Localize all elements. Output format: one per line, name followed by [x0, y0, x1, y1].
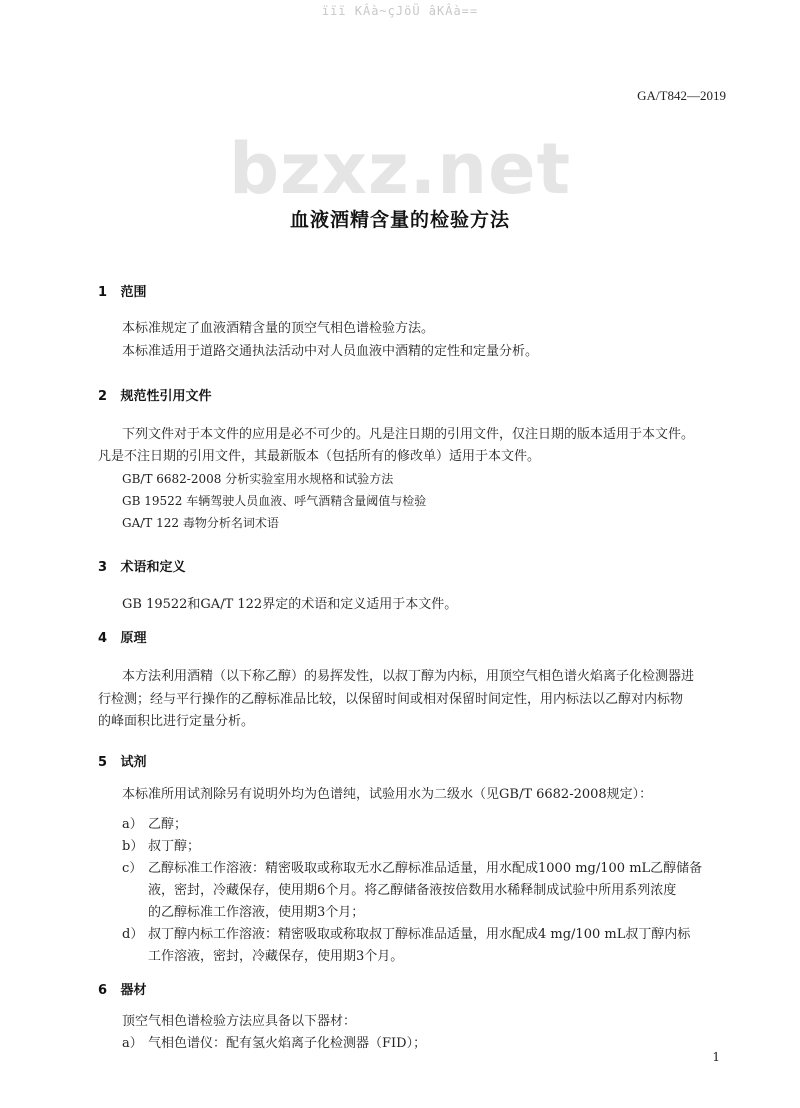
document-title: 血液酒精含量的检验方法 — [289, 209, 510, 231]
section-title: 器材 — [120, 983, 147, 998]
list-item — [122, 836, 200, 857]
section-number: 4 — [98, 631, 108, 646]
section-number: 1 — [98, 285, 108, 300]
list-text: 叔丁醇； — [148, 839, 201, 854]
list-text: 叔丁醇内标工作溶液：精密吸取或称取叔丁醇标准品适量，用水配成4 mg/100 mL叔丁醇内标 — [148, 927, 691, 942]
list-continuation: 液，密封，冷藏保存，使用期6个月。将乙醇储备液按倍数用水稀释制成试验中所用系列浓度 — [148, 883, 677, 898]
reference-item: GA/T 122 毒物分析名词术语 — [122, 516, 279, 530]
list-item — [122, 814, 187, 835]
list-label: d） — [122, 927, 144, 942]
section-title: 术语和定义 — [120, 560, 186, 575]
page-number: 1 — [712, 1050, 720, 1064]
paragraph-line: 凡是不注日期的引用文件，其最新版本（包括所有的修改单）适用于本文件。 — [98, 449, 541, 464]
section-number: 2 — [98, 389, 108, 404]
section-heading-principle — [98, 627, 147, 646]
section-number: 6 — [98, 983, 108, 998]
section-number: 3 — [98, 560, 108, 575]
paragraph-line: 本标准规定了血液酒精含量的顶空气相色谱检验方法。 — [122, 321, 435, 336]
paragraph-line: 本方法利用酒精（以下称乙醇）的易挥发性，以叔丁醇为内标，用顶空气相色谱火焰离子化检测器进 — [122, 669, 695, 684]
paragraph-line: 本标准所用试剂除另有说明外均为色谱纯，试验用水为二级水（见GB/T 6682-2008规定）： — [122, 787, 653, 802]
reference-item: GB/T 6682-2008 分析实验室用水规格和试验方法 — [122, 472, 394, 486]
section-heading-reagents — [98, 751, 147, 770]
section-heading-terms — [98, 556, 186, 575]
list-label: a） — [122, 1036, 143, 1051]
paragraph-line: 下列文件对于本文件的应用是必不可少的。凡是注日期的引用文件，仅注日期的版本适用于本文件。 — [122, 427, 695, 442]
paragraph-line: 本标准适用于道路交通执法活动中对人员血液中酒精的定性和定量分析。 — [122, 344, 539, 359]
reference-item: GB 19522 车辆驾驶人员血液、呼气酒精含量阈值与检验 — [122, 494, 427, 508]
section-title: 规范性引用文件 — [120, 389, 212, 404]
section-heading-scope — [98, 281, 147, 300]
list-text: 乙醇； — [148, 817, 188, 832]
section-heading-normative-references — [98, 385, 212, 404]
list-item — [122, 858, 702, 879]
list-item — [122, 1033, 426, 1054]
list-item — [122, 924, 690, 945]
list-continuation: 工作溶液，密封，冷藏保存，使用期3个月。 — [148, 949, 404, 964]
section-heading-apparatus — [98, 979, 147, 998]
list-text: 气相色谱仪：配有氢火焰离子化检测器（FID）； — [148, 1036, 427, 1051]
paragraph-line: GB 19522和GA/T 122界定的术语和定义适用于本文件。 — [122, 597, 458, 612]
section-number: 5 — [98, 755, 108, 770]
paragraph-line: 顶空气相色谱检验方法应具备以下器材： — [122, 1014, 357, 1029]
list-text: 乙醇标准工作溶液：精密吸取或称取无水乙醇标准品适量，用水配成1000 mg/100 mL乙醇储备 — [148, 861, 703, 876]
section-title: 试剂 — [120, 755, 147, 770]
paragraph-line: 的峰面积比进行定量分析。 — [98, 714, 255, 729]
watermark: bzxz.net — [228, 128, 572, 210]
scan-artifact-text: ïïï KÂà~çJöÜ âKÂà== — [321, 4, 479, 18]
standard-code: GA/T842—2019 — [637, 88, 726, 103]
list-label: c） — [122, 861, 143, 876]
paragraph-line: 行检测；经与平行操作的乙醇标准品比较，以保留时间或相对保留时间定性，用内标法以乙醇对内标物 — [98, 692, 684, 707]
list-label: a） — [122, 817, 143, 832]
list-continuation: 的乙醇标准工作溶液，使用期3个月； — [148, 905, 365, 920]
section-title: 原理 — [120, 631, 147, 646]
section-title: 范围 — [120, 285, 147, 300]
list-label: b） — [122, 839, 144, 854]
